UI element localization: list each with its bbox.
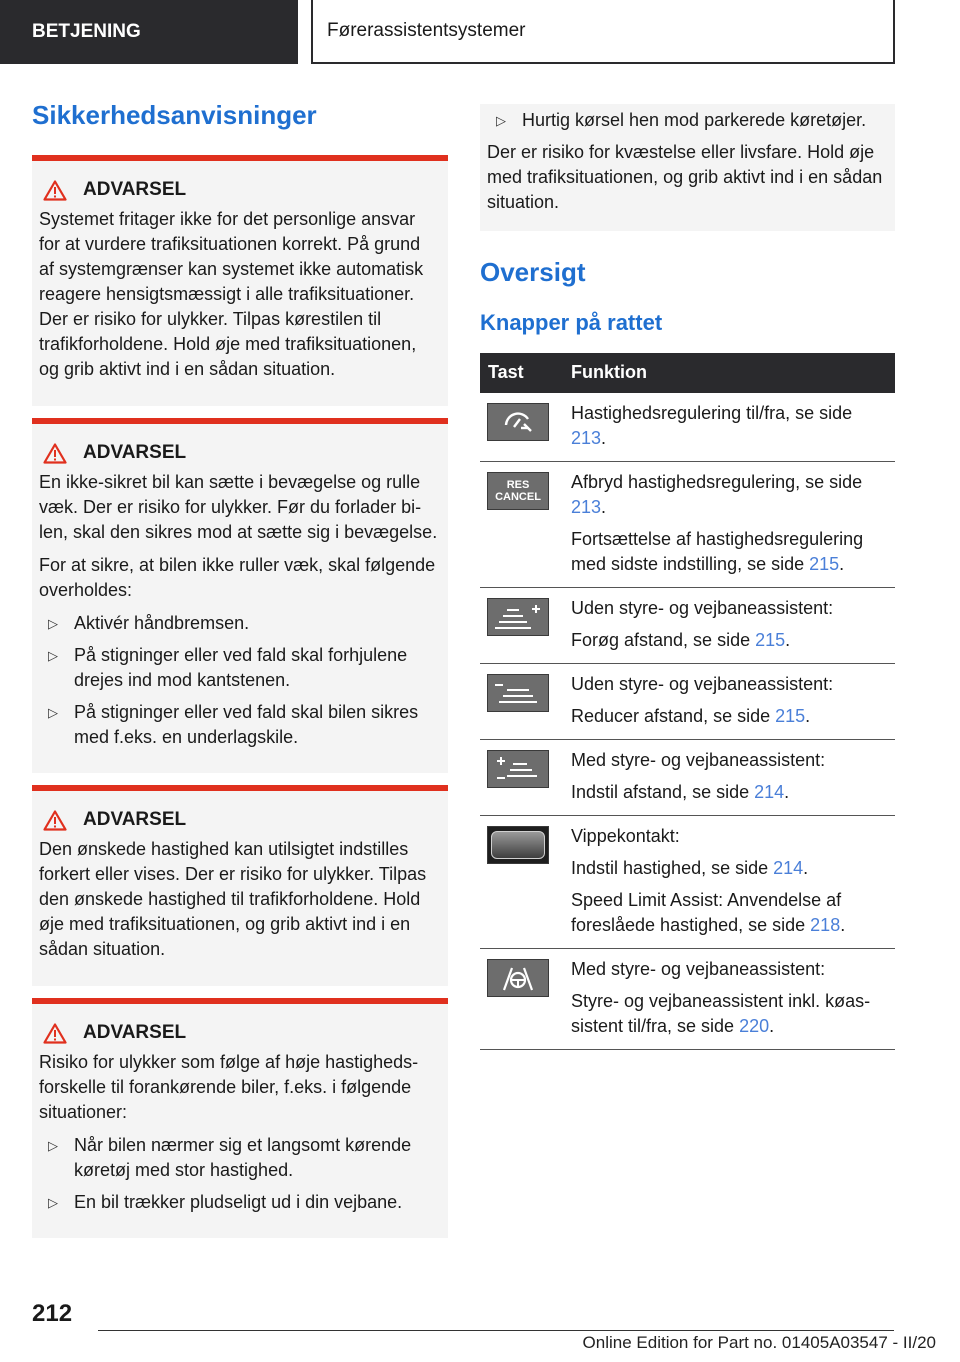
rocker-switch-icon — [487, 826, 549, 864]
function-text: Hastighedsregulering til/fra, se side 213. — [571, 402, 853, 448]
key-cell — [480, 948, 563, 1049]
warning-heading — [39, 809, 440, 831]
function-text: Med styre- og vejbaneassistent: — [571, 958, 826, 979]
section-tab — [0, 0, 298, 64]
key-cell — [480, 393, 563, 462]
page-link[interactable]: 214 — [773, 857, 804, 878]
function-text: Uden styre- og vejbaneassistent: — [571, 597, 834, 618]
function-cell — [563, 587, 895, 663]
warning-icon — [39, 810, 83, 831]
key-cell — [480, 663, 563, 739]
function-text: Afbryd hastighedsregulering, se side 213. — [571, 471, 863, 517]
table-row — [480, 393, 895, 462]
warning-bullet: ▷ På stigninger eller ved fald skal forhjulene drejes ind mod kantstenen. — [48, 645, 408, 691]
function-text: Styre- og vejbaneassistent inkl. køassistent til/fra, se side 220. — [571, 990, 871, 1036]
triangle-bullet-icon: ▷ — [48, 1138, 58, 1154]
edition-text: Online Edition for Part no. 01405A03547 - II/20 — [582, 1333, 936, 1352]
triangle-bullet-icon: ▷ — [48, 705, 58, 721]
warning-box — [32, 155, 448, 406]
key-cell — [480, 815, 563, 948]
chapter-label: Førerassistentsystemer — [327, 20, 526, 41]
warning-label: ADVARSEL — [83, 1022, 187, 1044]
steering-buttons-subtitle: Knapper på rattet — [480, 310, 663, 336]
distance-set-icon — [487, 750, 549, 788]
distance-increase-icon — [487, 598, 549, 636]
function-cell — [563, 663, 895, 739]
function-text: Indstil hastighed, se side 214. — [571, 857, 809, 878]
function-text: Indstil afstand, se side 214. — [571, 781, 790, 802]
table-row — [480, 587, 895, 663]
warning-bullet: ▷ En bil trækker pludseligt ud i din vejbane. — [39, 1190, 440, 1215]
function-cell — [563, 461, 895, 587]
page-link[interactable]: 213 — [571, 427, 602, 448]
warning-text: Systemet fritager ikke for det personlige ansvar for at vurdere trafiksituationen korrekt. På grund af systemgrænser kan systemet ikke automatisk reagere hensigtsmæssigt i alle trafiksituationer. Der er risiko for ulykker. Tilpas kørestilen til trafikforholdene. Hold øje med trafiksituationen, og grib aktivt ind i en sådan situation. — [39, 209, 424, 380]
triangle-bullet-icon: ▷ — [48, 648, 58, 664]
section-label: BETJENING — [32, 21, 141, 42]
table-row — [480, 663, 895, 739]
safety-title: Sikkerhedsanvisninger — [32, 100, 317, 130]
key-cell — [480, 739, 563, 815]
warning-text: En ikke-sikret bil kan sætte i bevægelse og rulle væk. Der er risiko for ulykker. Før du forlader bilen, skal den sikres mod at sætte sig i bevægelse. — [39, 472, 438, 543]
triangle-bullet-icon: ▷ — [48, 1195, 58, 1211]
warning-label: ADVARSEL — [83, 442, 187, 464]
warning-heading — [39, 442, 440, 464]
page-link[interactable]: 220 — [739, 1015, 770, 1036]
page-number: 212 — [32, 1300, 73, 1327]
table-row — [480, 461, 895, 587]
cruise-control-icon — [487, 403, 549, 441]
cancel-label: CANCEL — [495, 490, 541, 503]
function-cell — [563, 393, 895, 462]
warning-heading — [39, 1022, 440, 1044]
function-text: Vippekontakt: — [571, 825, 680, 846]
page-link[interactable]: 215 — [775, 705, 806, 726]
function-text: Speed Limit Assist: Anvendelse af foreslåede hastighed, se side 218. — [571, 889, 846, 935]
continuation-paragraph: Der er risiko for kvæstelse eller livsfare. Hold øje med trafiksituationen, og grib aktivt ind i en sådan situation. — [487, 142, 883, 212]
col-header-function: Funktion — [563, 353, 895, 393]
key-cell — [480, 461, 563, 587]
warning-icon — [39, 180, 83, 201]
warning-icon — [39, 1023, 83, 1044]
function-cell — [563, 739, 895, 815]
table-row — [480, 739, 895, 815]
warning-bullet: ▷ På stigninger eller ved fald skal bilen sikres med f.eks. en underlagskile. — [48, 702, 419, 748]
function-text: Forøg afstand, se side 215. — [571, 629, 791, 650]
page-link[interactable]: 215 — [755, 629, 786, 650]
page-link[interactable]: 215 — [809, 553, 840, 574]
warning-bullet: ▷ Når bilen nærmer sig et langsomt kørende køretøj med stor hastighed. — [48, 1135, 412, 1181]
warning-box — [32, 785, 448, 986]
res-label: RES — [506, 478, 530, 491]
warning-text: For at sikre, at bilen ikke ruller væk, skal følgende overholdes: — [39, 555, 436, 601]
warning-box — [32, 998, 448, 1238]
table-row — [480, 948, 895, 1049]
steering-assist-icon — [487, 959, 549, 997]
warning-continuation — [480, 104, 895, 231]
warning-text: Den ønskede hastighed kan utilsigtet indstilles forkert eller vises. Der er risiko for ulykker. Tilpas den ønskede hastighed til trafikforholdene. Hold øje med trafiksituationen, og grib aktivt ind i en sådan situation. — [39, 839, 427, 960]
key-cell — [480, 587, 563, 663]
page-link[interactable]: 214 — [754, 781, 785, 802]
warning-heading — [39, 179, 440, 201]
warning-bullet: ▷ Aktivér håndbremsen. — [39, 611, 440, 636]
page-link[interactable]: 213 — [571, 496, 602, 517]
triangle-bullet-icon: ▷ — [48, 616, 58, 632]
warning-label: ADVARSEL — [83, 179, 187, 201]
overview-title: Oversigt — [480, 257, 586, 287]
warning-text: Risiko for ulykker som følge af høje hastighedsforskelle til forankørende biler, f.eks. i følgende situationer: — [39, 1052, 419, 1123]
triangle-bullet-icon: ▷ — [496, 113, 506, 128]
page-link[interactable]: 218 — [810, 914, 841, 935]
warnings-list — [32, 155, 448, 1238]
warning-box — [32, 418, 448, 773]
table-row — [480, 815, 895, 948]
left-column — [32, 100, 448, 1250]
function-text: Uden styre- og vejbaneassistent: — [571, 673, 834, 694]
footer-divider — [98, 1330, 894, 1331]
distance-decrease-icon — [487, 674, 549, 712]
function-cell — [563, 948, 895, 1049]
col-header-key: Tast — [480, 353, 563, 393]
right-column — [480, 104, 895, 1050]
function-text: Med styre- og vejbaneassistent: — [571, 749, 826, 770]
warning-icon — [39, 443, 83, 464]
function-cell — [563, 815, 895, 948]
function-text: Fortsættelse af hastighedsregulering med sidste indstilling, se side 215. — [571, 528, 864, 574]
function-text: Reducer afstand, se side 215. — [571, 705, 811, 726]
continuation-bullet: ▷ Hurtig kørsel hen mod parkerede køretøjer. — [487, 108, 888, 133]
warning-label: ADVARSEL — [83, 809, 187, 831]
res-cancel-icon — [487, 472, 549, 510]
buttons-table — [480, 353, 895, 1050]
chapter-tab — [311, 0, 895, 64]
